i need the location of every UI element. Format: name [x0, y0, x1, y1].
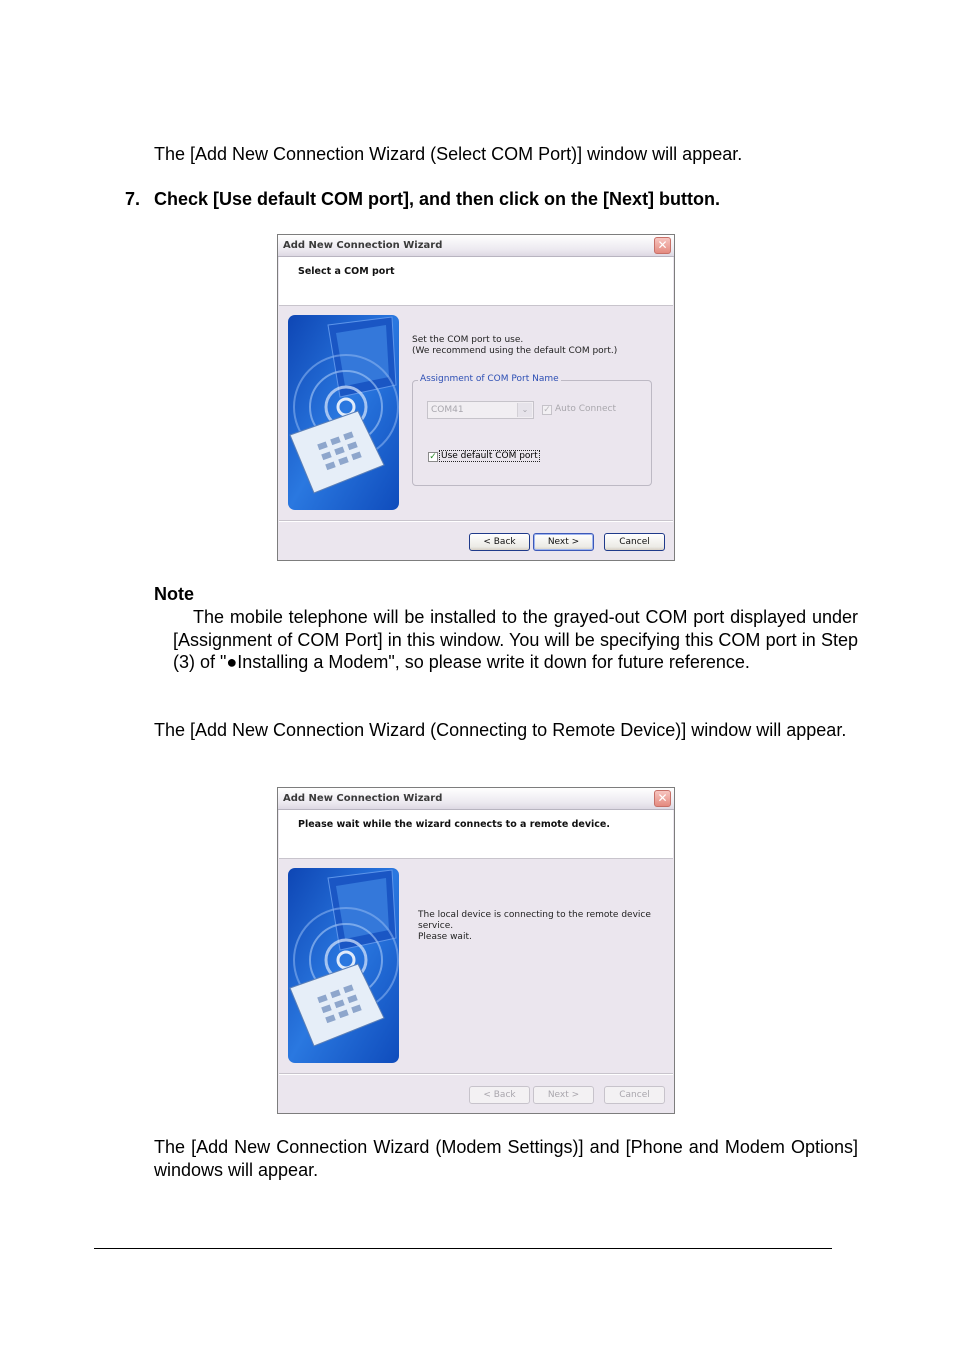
connecting-dialog	[277, 787, 675, 1114]
dialog-titlebar	[278, 235, 674, 257]
button-separator	[279, 1073, 673, 1075]
com-port-select[interactable]	[427, 401, 534, 419]
close-icon[interactable]: ✕	[654, 790, 671, 807]
use-default-com-port-label[interactable]: Use default COM port	[441, 451, 538, 461]
phone-wireless-illustration	[288, 315, 399, 510]
note-heading: Note	[154, 584, 194, 604]
dialog-title: Add New Connection Wizard	[283, 240, 443, 251]
wizard-header	[279, 257, 673, 306]
dialog-titlebar	[278, 788, 674, 810]
com-port-group-label: Assignment of COM Port Name	[420, 374, 559, 384]
wizard-header-title: Please wait while the wizard connects to a remote device.	[298, 819, 610, 830]
next-button[interactable]: Next >	[533, 533, 594, 551]
auto-connect-checkbox[interactable]: ✓	[543, 405, 551, 415]
step-number: 7.	[125, 189, 141, 209]
cancel-button[interactable]: Cancel	[604, 533, 665, 551]
dialog-title: Add New Connection Wizard	[283, 793, 443, 804]
modem-settings-paragraph: The [Add New Connection Wizard (Modem Settings)] and [Phone and Modem Options] windows will appear.	[154, 1137, 858, 1180]
use-default-com-port-checkbox[interactable]: ✓	[429, 452, 437, 462]
close-icon[interactable]: ✕	[654, 237, 671, 254]
note-text: The mobile telephone will be installed to the grayed-out COM port displayed under [Assignment of COM Port] in this window. You will be specifying this COM port in Step (3) of "●Installing a Modem", so please write it down for future reference.	[173, 607, 858, 672]
back-button[interactable]: < Back	[469, 1086, 530, 1104]
connecting-paragraph: The [Add New Connection Wizard (Connecting to Remote Device)] window will appear.	[154, 720, 847, 740]
wizard-header-title: Select a COM port	[298, 266, 395, 277]
com-port-value: COM41	[431, 405, 464, 415]
connecting-message: The local device is connecting to the remote device service. Please wait.	[418, 910, 651, 942]
select-com-port-dialog	[277, 234, 675, 561]
intro-paragraph: The [Add New Connection Wizard (Select COM Port)] window will appear.	[154, 144, 743, 164]
com-port-group	[412, 374, 652, 486]
back-button[interactable]: < Back	[469, 533, 530, 551]
cancel-button[interactable]: Cancel	[604, 1086, 665, 1104]
button-separator	[279, 520, 673, 522]
wizard-header	[279, 810, 673, 859]
step-instruction: Check [Use default COM port], and then click on the [Next] button.	[154, 189, 721, 209]
phone-wireless-illustration	[288, 868, 399, 1063]
auto-connect-label: Auto Connect	[555, 404, 616, 414]
chevron-down-icon: ⌄	[517, 403, 532, 417]
instruction-text: Set the COM port to use. (We recommend using the default COM port.)	[412, 335, 618, 356]
next-button[interactable]: Next >	[533, 1086, 594, 1104]
footer-rule	[94, 1248, 832, 1249]
